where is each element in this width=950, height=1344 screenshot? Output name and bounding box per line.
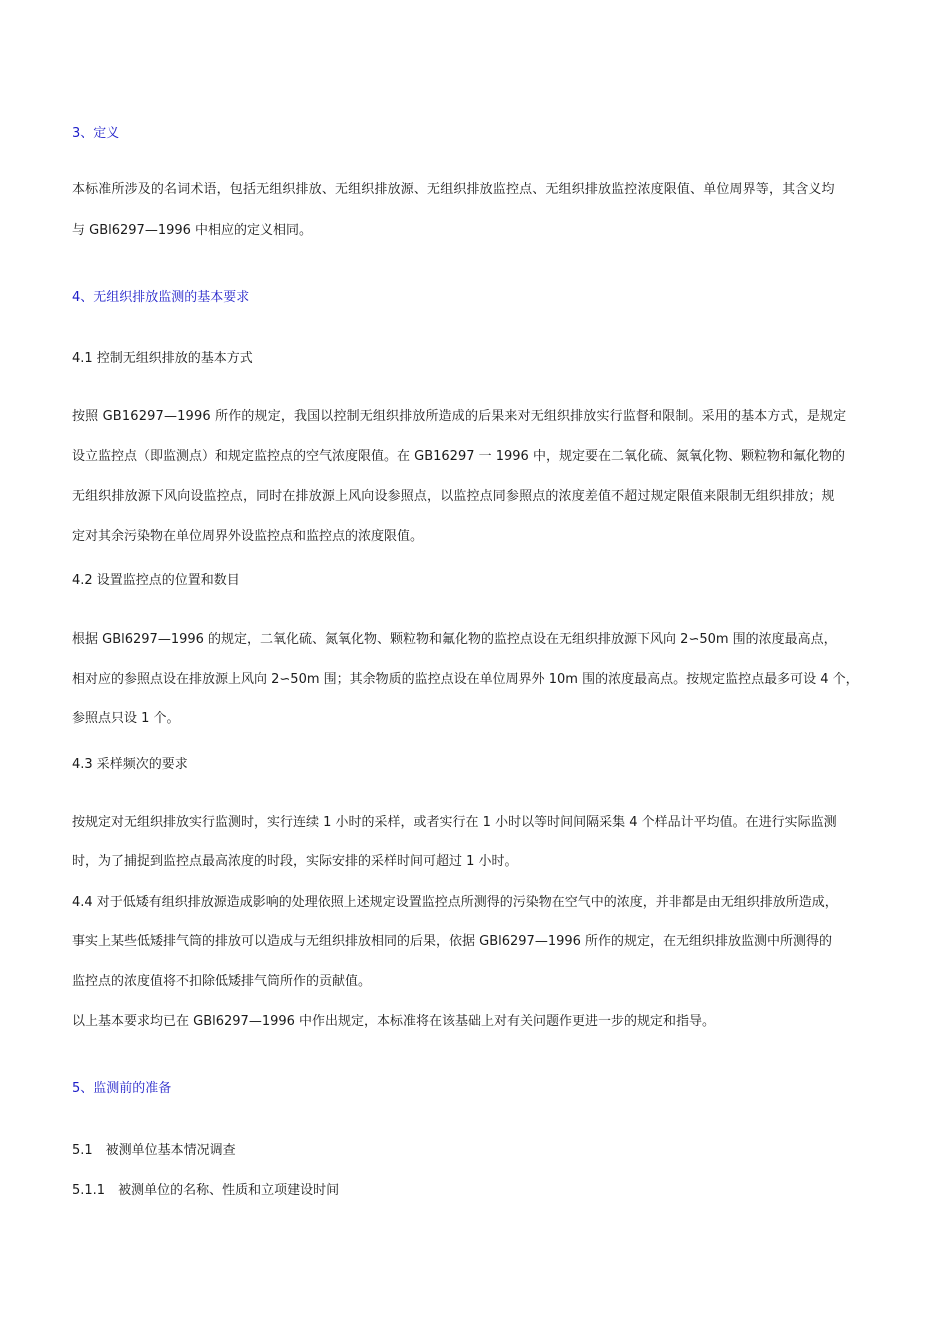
paragraph-4-1-line-4: 定对其余污染物在单位周界外设监控点和监控点的浓度限值。 [72, 529, 424, 544]
paragraph-4-1-line-2: 设立监控点（即监测点）和规定监控点的空气浓度限值。在 GB16297 一 1996 中，规定要在二氧化硫、氮氧化物、颗粒物和氟化物的 [72, 449, 845, 464]
paragraph-4-3-line-1: 按规定对无组织排放实行监测时，实行连续 1 小时的采样，或者实行在 1 小时以等时间间隔采集 4 个样品计平均值。在进行实际监测 [72, 815, 837, 830]
paragraph-4-2-line-3: 参照点只设 1 个。 [72, 711, 180, 726]
subsection-5-1-heading: 5.1 被测单位基本情况调查 [72, 1143, 236, 1158]
subsection-4-2-heading: 4.2 设置监控点的位置和数目 [72, 573, 240, 588]
paragraph-4-3-line-2: 时，为了捕捉到监控点最高浓度的时段，实际安排的采样时间可超过 1 小时。 [72, 854, 518, 869]
subsection-5-1-1-heading: 5.1.1 被测单位的名称、性质和立项建设时间 [72, 1183, 340, 1198]
paragraph-4-1-line-3: 无组织排放源下风向设监控点，同时在排放源上风向设参照点，以监控点同参照点的浓度差值不超过规定限值来限制无组织排放；规 [72, 489, 835, 504]
definition-paragraph-line-1: 本标准所涉及的名词术语，包括无组织排放、无组织排放源、无组织排放监控点、无组织排放监控浓度限值、单位周界等，其含义均 [72, 182, 835, 197]
section-5-heading: 5、监测前的准备 [72, 1081, 172, 1096]
paragraph-4-4-line-1: 4.4 对于低矮有组织排放源造成影响的处理依照上述规定设置监控点所测得的污染物在空气中的浓度，并非都是由无组织排放所造成， [72, 895, 838, 910]
paragraph-4-4-line-3: 监控点的浓度值将不扣除低矮排气筒所作的贡献值。 [72, 974, 372, 989]
section-4-heading: 4、无组织排放监测的基本要求 [72, 290, 250, 305]
paragraph-4-2-line-2: 相对应的参照点设在排放源上风向 2∽50m 围；其余物质的监控点设在单位周界外 10m 围的浓度最高点。按规定监控点最多可设 4 个， [72, 672, 859, 687]
paragraph-4-1-line-1: 按照 GB16297—1996 所作的规定，我国以控制无组织排放所造成的后果来对无组织排放实行监督和限制。采用的基本方式，是规定 [72, 409, 847, 424]
paragraph-4-4-line-2: 事实上某些低矮排气筒的排放可以造成与无组织排放相同的后果，依据 GBl6297—1996 所作的规定，在无组织排放监测中所测得的 [72, 934, 833, 949]
definition-paragraph-line-2: 与 GBl6297—1996 中相应的定义相同。 [72, 223, 313, 238]
subsection-4-3-heading: 4.3 采样频次的要求 [72, 757, 188, 772]
paragraph-4-2-line-1: 根据 GBl6297—1996 的规定，二氧化硫、氮氧化物、颗粒物和氟化物的监控点设在无组织排放源下风向 2∽50m 围的浓度最高点， [72, 632, 837, 647]
summary-paragraph: 以上基本要求均已在 GBl6297—1996 中作出规定，本标准将在该基础上对有关问题作更进一步的规定和指导。 [72, 1014, 716, 1029]
section-3-heading: 3、定义 [72, 126, 120, 141]
subsection-4-1-heading: 4.1 控制无组织排放的基本方式 [72, 351, 253, 366]
